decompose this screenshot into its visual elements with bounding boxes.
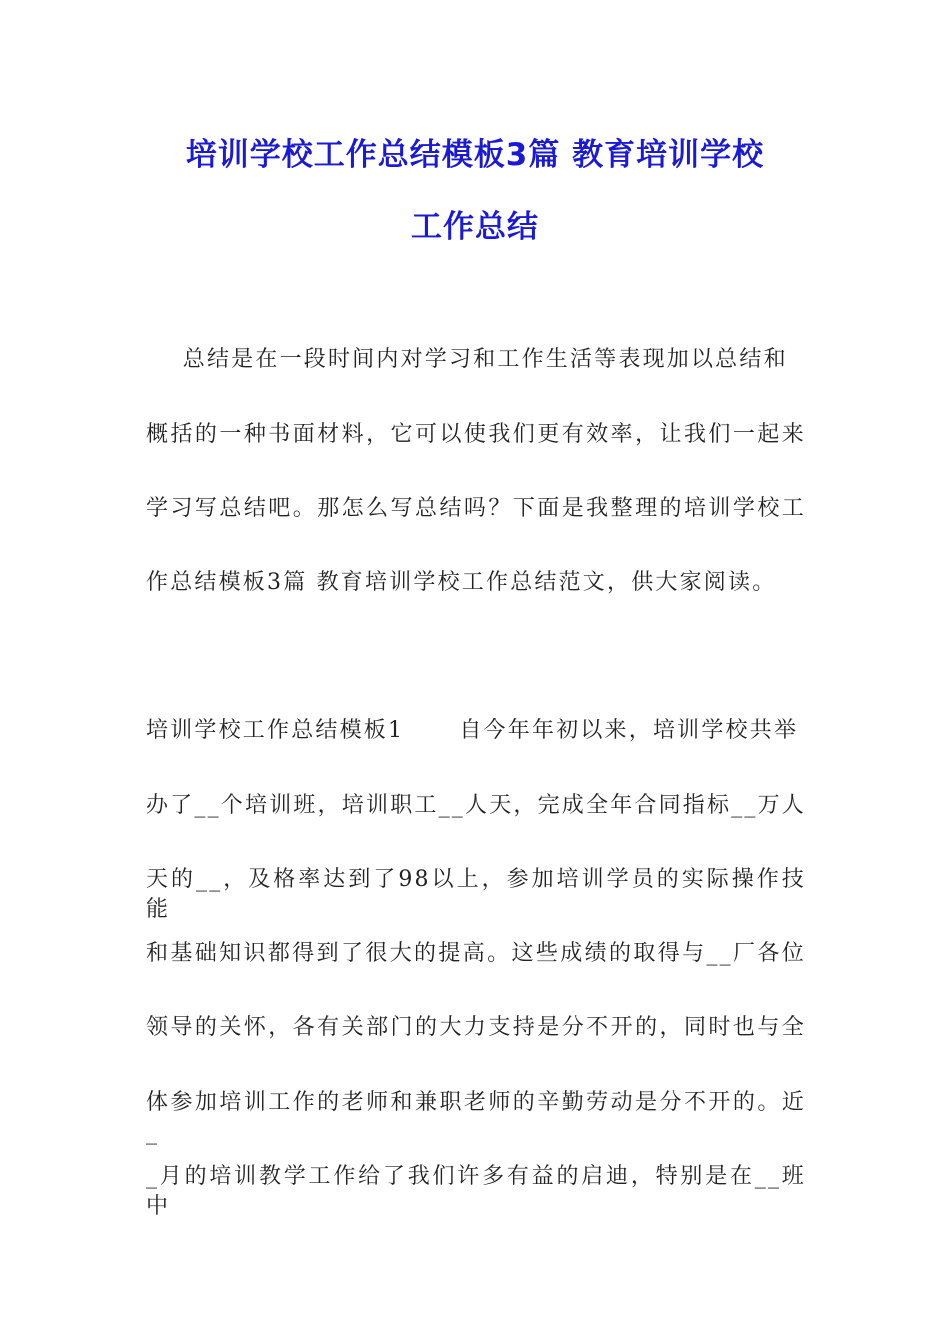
document-title-line-1: 培训学校工作总结模板3篇 教育培训学校 — [185, 137, 765, 173]
body-line-5: 领导的关怀，各有关部门的大力支持是分不开的，同时也与全 — [146, 1015, 806, 1040]
body-line-3: 天的__，及格率达到了98以上，参加培训学员的实际操作技能 — [146, 867, 806, 922]
body-line-7: _月的培训教学工作给了我们许多有益的启迪，特别是在__班中 — [146, 1164, 806, 1219]
body-line-4: 和基础知识都得到了很大的提高。这些成绩的取得与__厂各位 — [146, 941, 806, 966]
body-line-1: 培训学校工作总结模板1 自今年年初以来，培训学校共举 — [146, 718, 799, 743]
intro-line-2: 概括的一种书面材料，它可以使我们更有效率，让我们一起来 — [146, 422, 806, 447]
body-line-6: 体参加培训工作的老师和兼职老师的辛勤劳动是分不开的。近_ — [146, 1090, 806, 1145]
document-title-line-2: 工作总结 — [411, 209, 539, 245]
intro-line-3: 学习写总结吧。那怎么写总结吗？下面是我整理的培训学校工 — [146, 496, 806, 521]
intro-line-4: 作总结模板3篇 教育培训学校工作总结范文，供大家阅读。 — [146, 570, 777, 595]
body-line-2: 办了__个培训班，培训职工__人天，完成全年合同指标__万人 — [146, 793, 807, 818]
intro-line-1: 总结是在一段时间内对学习和工作生活等表现加以总结和 — [146, 347, 788, 372]
